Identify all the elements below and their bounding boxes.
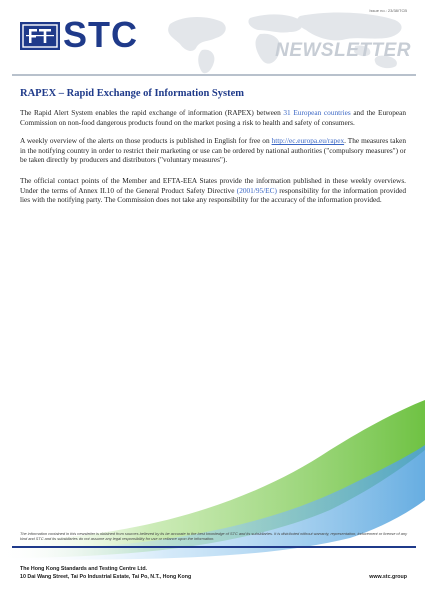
company-address: 10 Dai Wang Street, Tai Po Industrial Estate, Tai Po, N.T., Hong Kong — [20, 574, 192, 580]
paragraph-2-text-after: . The measures taken in the notifying country in order to restrict their marketing or use can be ordered by national authorities ("compulsory measures") or be taken directly by producers and distributors ("voluntary measures"). — [20, 136, 406, 165]
stc-emblem-icon — [20, 22, 60, 50]
paragraph-1-text-before: The Rapid Alert System enables the rapid exchange of information (RAPEX) between — [20, 108, 284, 117]
link-31-european-countries[interactable]: 31 European countries — [283, 108, 351, 117]
paragraph-3-text-before: The official contact points of the Member and EFTA-EEA States provide the information published in these weekly overviews. Under the terms of Annex II.10 of the General Product Safety Directive — [20, 175, 406, 195]
paragraph-1-text-after: and the European Commission on non-food dangerous products found on the market posing a risk to health and safety of consumers. — [20, 108, 406, 127]
company-name: The Hong Kong Standards and Testing Centre Ltd. — [20, 566, 148, 572]
link-directive[interactable]: (2001/95/EC) — [236, 185, 277, 195]
header-divider — [12, 74, 416, 76]
footer-divider — [12, 546, 416, 548]
disclaimer: The information contained in this newsletter is obtained from sources believed by its be accurate to the best knowledge of STC and its subsidiaries. It is distributed without warranty, representation, inducement or license of any kind and STC and its subsidiaries do not assume any legal responsibility for use or reliance upon the information. — [20, 531, 408, 542]
article — [20, 88, 406, 214]
paragraph-3-text-after: responsibility for the information provided lies with the notifying party. The Commission does not take any responsibility for the accuracy of the information provided. — [20, 185, 406, 205]
paragraph-3 — [20, 176, 406, 205]
paragraph-1 — [20, 108, 406, 127]
paragraph-2-text-before: A weekly overview of the alerts on those products is published in English for free on — [20, 136, 272, 146]
website-link[interactable]: www.stc.group — [369, 574, 407, 580]
link-rapex-website[interactable]: http://ec.europa.eu/rapex — [271, 136, 345, 146]
header — [0, 0, 425, 80]
paragraph-2 — [20, 136, 406, 165]
issue-number: Issue no.: 23/38/TCB — [369, 8, 407, 13]
newsletter-label: NEWSLETTER — [275, 40, 411, 61]
article-title: RAPEX – Rapid Exchange of Information System — [20, 88, 245, 99]
company-logo: STC — [63, 14, 138, 55]
